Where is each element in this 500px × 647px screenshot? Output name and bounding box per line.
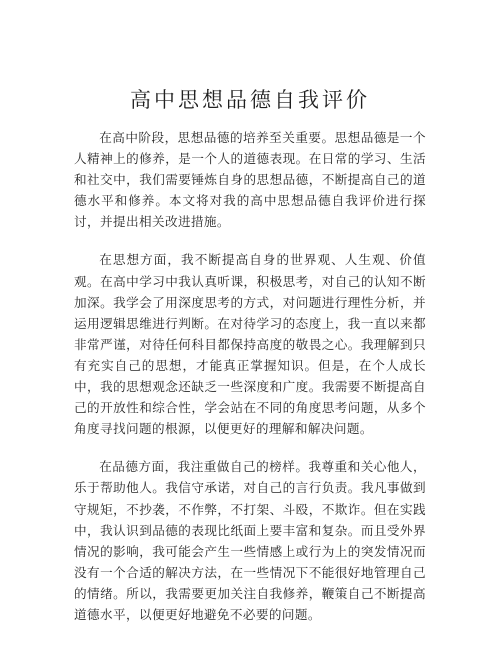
paragraph-intro: 在高中阶段，思想品德的培养至关重要。思想品德是一个人精神上的修养，是一个人的道德表现。在日常的学习、生活和社交中，我们需要锤炼自身的思想品德，不断提高自己的道德水平和修养。本文将对我的高中思想品德自我评价进行探讨，并提出相关改进措施。 xyxy=(74,130,426,230)
paragraph-thought: 在思想方面，我不断提高自身的世界观、人生观、价值观。在高中学习中我认真听课，积极思考，对自己的认知不断加深。我学会了用深度思考的方式，对问题进行理性分析，并运用逻辑思维进行判断。在对待学习的态度上，我一直以来都非常严谨，对待任何科目都保持高度的敬畏之心。我理解到只有充实自己的思想，才能真正掌握知识。但是，在个人成长中，我的思想观念还缺乏一些深度和广度。我需要不断提高自己的开放性和综合性，学会站在不同的角度思考问题，从多个角度寻找问题的根源，以便更好的理解和解决问题。 xyxy=(74,252,426,437)
paragraph-morality: 在品德方面，我注重做自己的榜样。我尊重和关心他人，乐于帮助他人。我信守承诺，对自己的言行负责。我凡事做到守规矩，不抄袭，不作弊，不打架、斗殴，不欺诈。但在实践中，我认识到品德的表现比纸面上要丰富和复杂。而且受外界情况的影响，我可能会产生一些情感上或行为上的突发情况而没有一个合适的解决方法，在一些情况下不能很好地管理自己的情绪。所以，我需要更加关注自我修养，鞭策自己不断提高道德水平，以便更好地避免不必要的问题。 xyxy=(74,459,426,622)
document-body xyxy=(74,127,426,642)
document-title: 高中思想品德自我评价 xyxy=(130,88,370,112)
